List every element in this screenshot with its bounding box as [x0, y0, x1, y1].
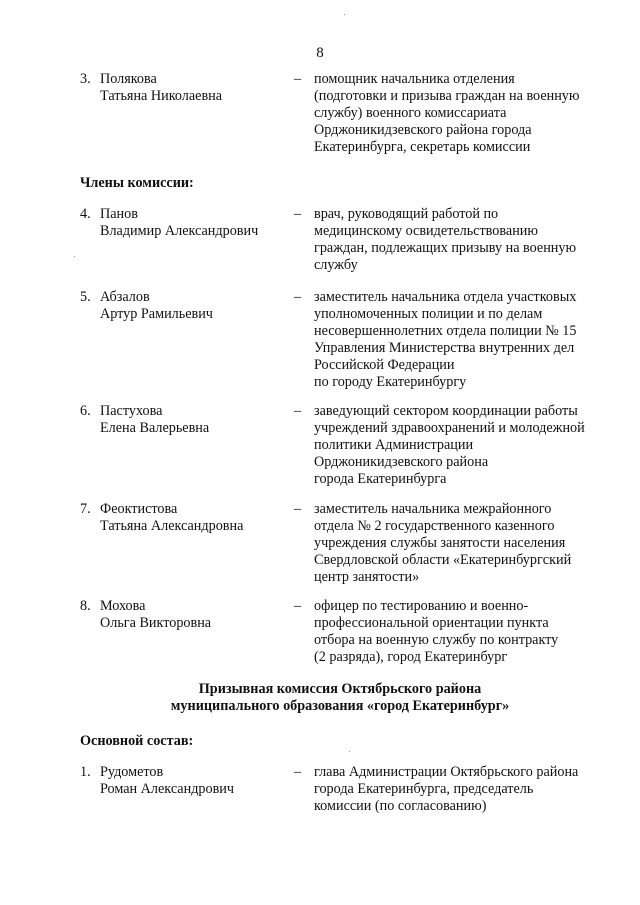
desc-line: заместитель начальника межрайонного	[314, 501, 552, 517]
surname: Полякова	[100, 71, 157, 87]
desc-line: врач, руководящий работой по	[314, 206, 499, 222]
desc-line: отдела № 2 государственного казенного	[314, 518, 555, 534]
desc-line: Орджоникидзевского района города	[314, 122, 532, 138]
members-heading: Члены комиссии:	[80, 175, 194, 191]
desc-line: службу) военного комиссариата	[314, 105, 507, 121]
dash-separator: –	[294, 501, 302, 517]
person-name	[100, 501, 285, 535]
desc-line: глава Администрации Октябрьского района	[314, 764, 579, 780]
desc-line: уполномоченных полиции и по делам	[314, 306, 543, 322]
position-description	[314, 598, 614, 666]
desc-line: города Екатеринбурга, председатель	[314, 781, 534, 797]
surname: Панов	[100, 206, 138, 222]
page-number: 8	[316, 45, 324, 61]
given-names: Артур Рамильевич	[100, 306, 213, 322]
desc-line: по городу Екатеринбургу	[314, 374, 467, 390]
desc-line: учреждения службы занятости населения	[314, 535, 566, 551]
position-description	[314, 403, 614, 488]
section-title-line: муниципального образования «город Екатеринбург»	[170, 698, 510, 714]
desc-line: несовершеннолетних отдела полиции № 15	[314, 323, 577, 339]
given-names: Роман Александрович	[100, 781, 235, 797]
given-names: Владимир Александрович	[100, 223, 259, 239]
desc-line: заместитель начальника отдела участковых	[314, 289, 577, 305]
surname: Рудометов	[100, 764, 164, 780]
desc-line: офицер по тестированию и военно-	[314, 598, 529, 614]
given-names: Ольга Викторовна	[100, 615, 212, 631]
position-description	[314, 501, 614, 586]
scan-speck	[349, 751, 350, 752]
desc-line: (подготовки и призыва граждан на военную	[314, 88, 580, 104]
desc-line: службу	[314, 257, 358, 273]
desc-line: (2 разряда), город Екатеринбург	[314, 649, 508, 665]
dash-separator: –	[294, 206, 302, 222]
given-names: Татьяна Николаевна	[100, 88, 223, 104]
entry-number: 7.	[80, 501, 91, 517]
entry-number: 5.	[80, 289, 91, 305]
desc-line: граждан, подлежащих призыву на военную	[314, 240, 577, 256]
given-names: Елена Валерьевна	[100, 420, 210, 436]
desc-line: Свердловской области «Екатеринбургский	[314, 552, 572, 568]
person-name	[100, 764, 285, 798]
surname: Феоктистова	[100, 501, 178, 517]
desc-line: профессиональной ориентации пункта	[314, 615, 549, 631]
entry-number: 3.	[80, 71, 91, 87]
desc-line: комиссии (по согласованию)	[314, 798, 487, 814]
position-description	[314, 764, 614, 815]
scan-speck	[344, 14, 345, 15]
desc-line: медицинскому освидетельствованию	[314, 223, 538, 239]
dash-separator: –	[294, 289, 302, 305]
entry-number: 4.	[80, 206, 91, 222]
dash-separator: –	[294, 598, 302, 614]
dash-separator: –	[294, 764, 302, 780]
section-title-line: Призывная комиссия Октябрьского района	[198, 681, 482, 697]
surname: Мохова	[100, 598, 146, 614]
desc-line: заведующий сектором координации работы	[314, 403, 578, 419]
given-names: Татьяна Александровна	[100, 518, 244, 534]
desc-line: Екатеринбурга, секретарь комиссии	[314, 139, 531, 155]
desc-line: отбора на военную службу по контракту	[314, 632, 559, 648]
desc-line: политики Администрации	[314, 437, 474, 453]
main-composition-heading: Основной состав:	[80, 733, 194, 749]
dash-separator: –	[294, 403, 302, 419]
entry-number: 8.	[80, 598, 91, 614]
section-title	[0, 681, 640, 715]
person-name	[100, 289, 285, 323]
person-name	[100, 403, 285, 437]
position-description	[314, 289, 614, 391]
desc-line: Российской Федерации	[314, 357, 455, 373]
desc-line: учреждений здравоохранений и молодежной	[314, 420, 585, 436]
entry-number: 6.	[80, 403, 91, 419]
desc-line: помощник начальника отделения	[314, 71, 515, 87]
person-name	[100, 71, 285, 105]
position-description	[314, 71, 614, 156]
surname: Абзалов	[100, 289, 150, 305]
desc-line: Управления Министерства внутренних дел	[314, 340, 575, 356]
surname: Пастухова	[100, 403, 163, 419]
position-description	[314, 206, 614, 274]
scan-speck	[74, 256, 75, 257]
desc-line: города Екатеринбурга	[314, 471, 447, 487]
person-name	[100, 598, 285, 632]
desc-line: Орджоникидзевского района	[314, 454, 489, 470]
desc-line: центр занятости»	[314, 569, 420, 585]
person-name	[100, 206, 285, 240]
dash-separator: –	[294, 71, 302, 87]
entry-number: 1.	[80, 764, 91, 780]
